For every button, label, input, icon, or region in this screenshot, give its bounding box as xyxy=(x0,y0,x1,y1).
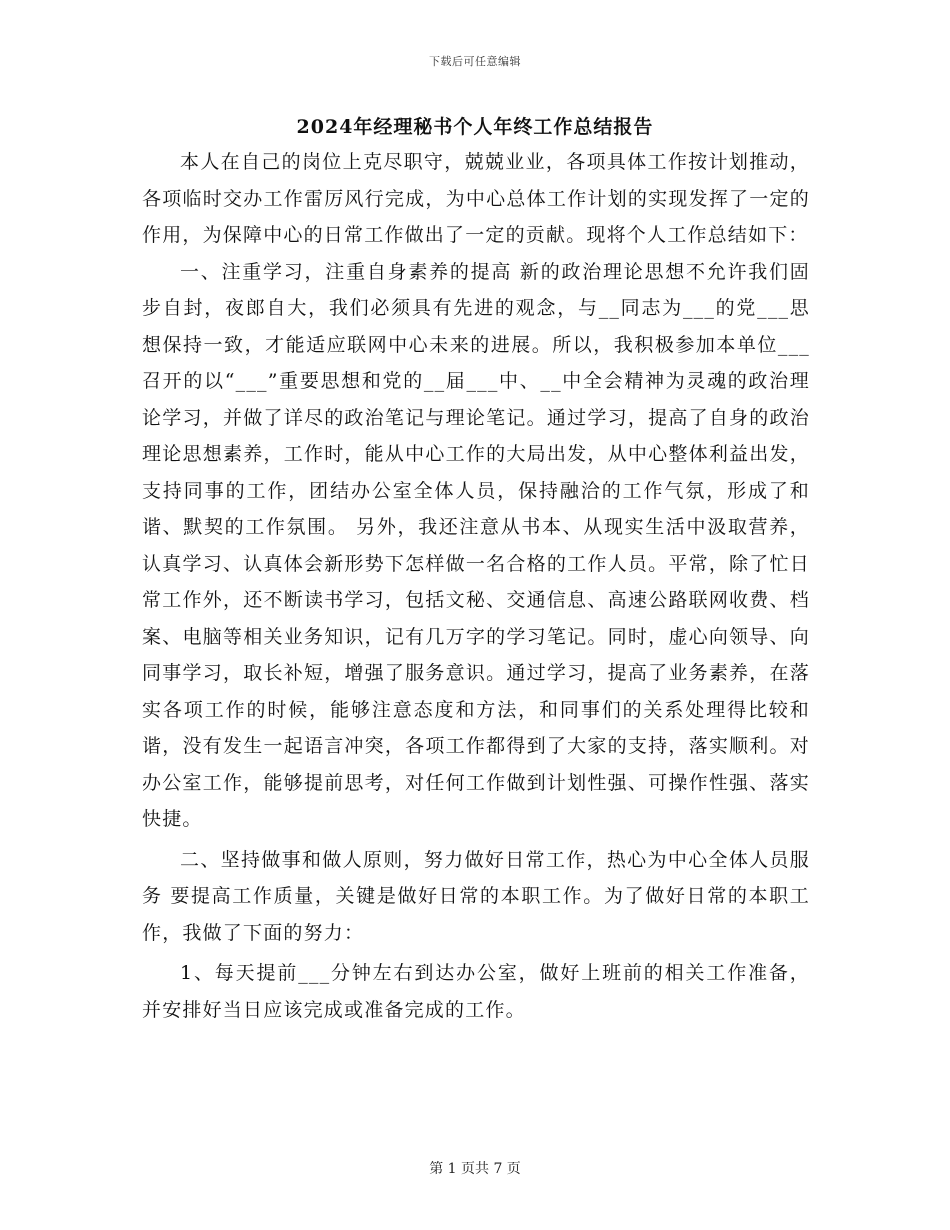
paragraph-section-one: 一、注重学习，注重自身素养的提高 新的政治理论思想不允许我们固步自封，夜郎自大，我们必须具有先进的观念，与__同志为___的党___思想保持一致，才能适应联网中心未来的进展。所以，我积极参加本单位___召开的以“___”重要思想和党的__届___中、__中全会精神为灵魂的政治理论学习，并做了详尽的政治笔记与理论笔记。通过学习，提高了自身的政治理论思想素养，工作时，能从中心工作的大局出发，从中心整体利益出发，支持同事的工作，团结办公室全体人员，保持融洽的工作气氛，形成了和谐、默契的工作氛围。 另外，我还注意从书本、从现实生活中汲取营养，认真学习、认真体会新形势下怎样做一名合格的工作人员。平常，除了忙日常工作外，还不断读书学习，包括文秘、交通信息、高速公路联网收费、档案、电脑等相关业务知识，记有几万字的学习笔记。同时，虚心向领导、向同事学习，取长补短，增强了服务意识。通过学习，提高了业务素养，在落实各项工作的时候，能够注意态度和方法，和同事们的关系处理得比较和谐，没有发生一起语言冲突，各项工作都得到了大家的支持，落实顺利。对办公室工作，能够提前思考，对任何工作做到计划性强、可操作性强、落实快捷。 xyxy=(142,260,810,830)
paragraph-item-one: 1、每天提前___分钟左右到达办公室，做好上班前的相关工作准备，并安排好当日应该完成或准备完成的工作。 xyxy=(142,962,810,1021)
paragraph-section-two: 二、坚持做事和做人原则，努力做好日常工作，热心为中心全体人员服务 要提高工作质量，关键是做好日常的本职工作。为了做好日常的本职工作，我做了下面的努力： xyxy=(142,848,810,944)
document-body xyxy=(142,144,810,1028)
document-title: 2024年经理秘书个人年终工作总结报告 xyxy=(296,116,654,138)
page-number: 第 1 页共 7 页 xyxy=(429,1161,521,1177)
paragraph-intro: 本人在自己的岗位上克尽职守，兢兢业业，各项具体工作按计划推动，各项临时交办工作雷厉风行完成，为中心总体工作计划的实现发挥了一定的作用，为保障中心的日常工作做出了一定的贡献。现将个人工作总结如下： xyxy=(142,151,810,246)
header-note: 下载后可任意编辑 xyxy=(429,55,521,68)
